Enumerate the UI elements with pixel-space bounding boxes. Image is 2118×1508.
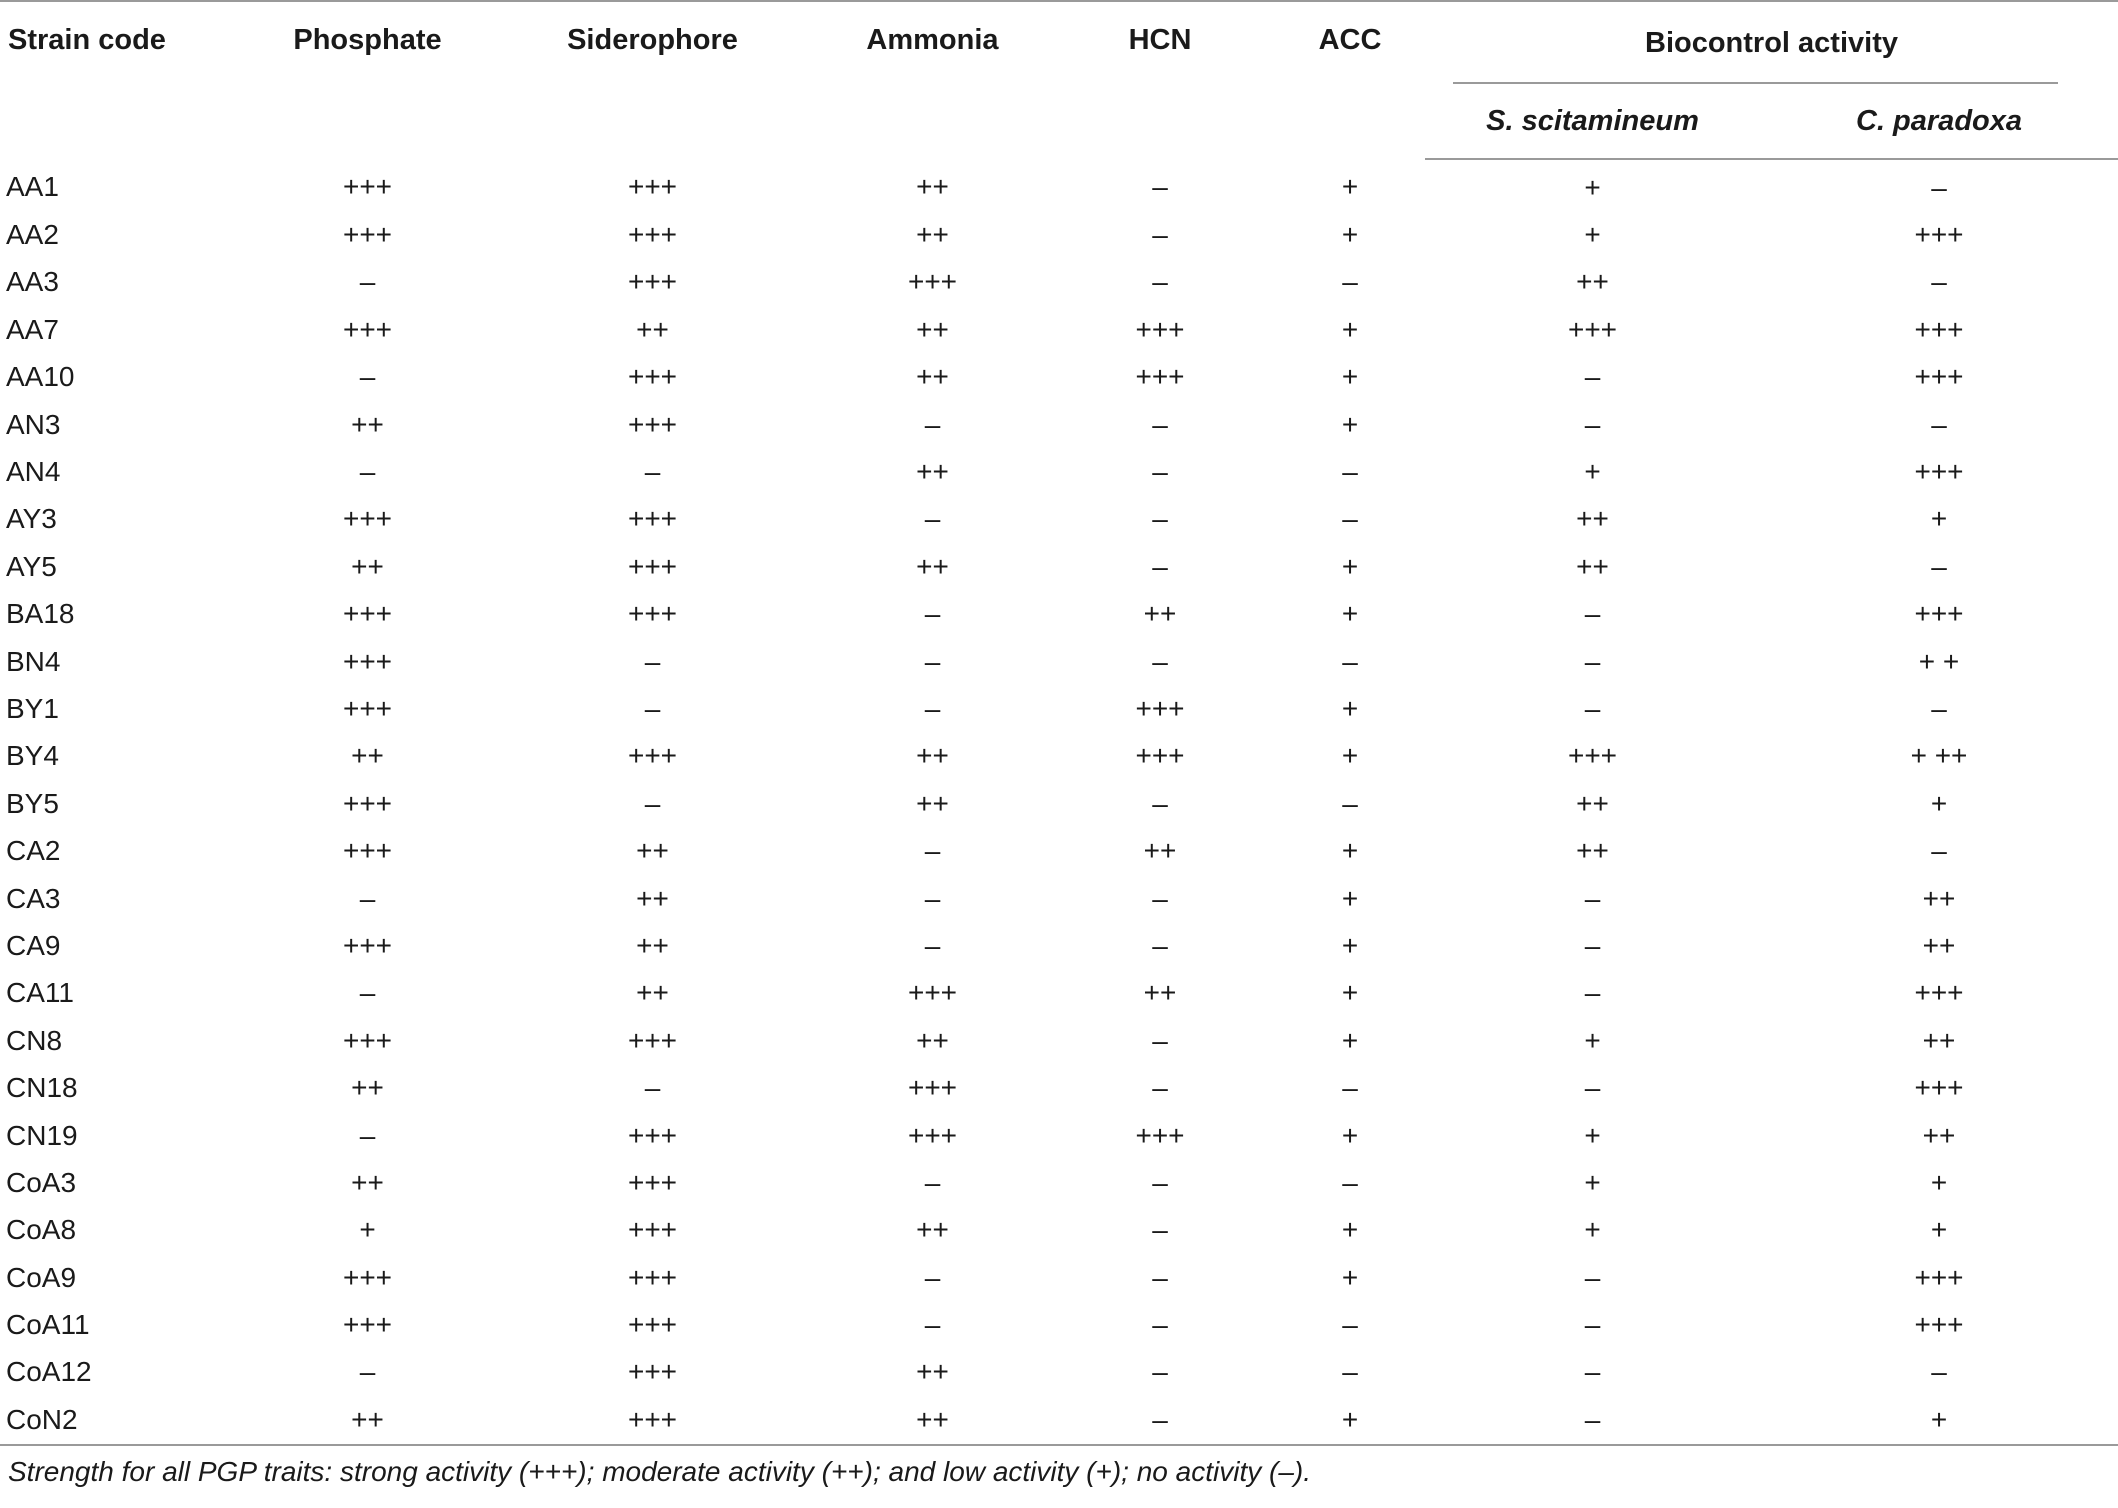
activity-cell: – [1931,1356,1947,1388]
activity-cell: – [644,456,661,488]
activity-cell: +++ [485,1396,820,1444]
table-footnote: Strength for all PGP traits: strong activity (+++); moderate activity (++); and low activity (+); no activity (–). [8,1455,1311,1487]
activity-cell: + + [1918,645,1960,677]
activity-cell: ++ [1576,835,1609,867]
table-row [0,733,2118,780]
activity-cell: +++ [907,266,958,298]
activity-cell: + [1341,550,1359,582]
activity-cell: – [1152,550,1168,582]
activity-cell: +++ [627,1356,678,1388]
table-body [0,159,2118,1445]
table-row [0,875,2118,922]
activity-cell: – [1342,1356,1358,1388]
activity-cell: +++ [342,171,393,203]
table-row [0,780,2118,827]
activity-cell: +++ [1914,313,1964,345]
activity-cell: ++ [1143,598,1177,630]
strain-code-cell: BA18 [6,598,75,630]
activity-cell: +++ [1135,740,1185,772]
activity-cell: ++ [636,929,669,961]
activity-cell: – [1584,408,1601,440]
activity-cell: +++ [627,740,678,772]
activity-cell: + [1341,313,1359,345]
activity-cell: +++ [342,929,393,961]
strain-code-cell: AA7 [6,313,59,345]
biocontrol-group-rule [1453,82,2058,84]
activity-cell: ++ [351,1072,384,1104]
activity-cell: – [924,408,941,440]
activity-cell: – [359,456,376,488]
activity-cell: +++ [342,313,393,345]
activity-cell: – [924,929,941,961]
activity-cell: – [1342,266,1358,298]
activity-cell: ++ [636,882,669,914]
strain-code-cell: AA2 [6,219,59,251]
table-row [0,827,2118,874]
activity-cell: +++ [1135,1119,1185,1151]
table-row [0,591,2118,638]
activity-cell: + [1930,787,1948,819]
strain-code-cell: BY4 [6,740,59,772]
activity-cell: – [359,361,376,393]
activity-cell: +++ [627,1119,678,1151]
activity-cell: ++ [1143,977,1177,1009]
table-row [0,496,2118,543]
activity-cell: +++ [627,266,678,298]
activity-cell: – [924,1166,941,1198]
header-ammonia: Ammonia [820,1,1045,159]
activity-cell: ++ [916,456,949,488]
activity-cell: ++ [1143,835,1177,867]
table-row [0,1159,2118,1206]
strain-code-cell: CN8 [6,1024,63,1056]
activity-cell: +++ [1914,1309,1964,1341]
activity-cell: + [1930,503,1948,535]
activity-cell: + [1930,1214,1948,1246]
activity-cell: – [1425,1396,1760,1444]
activity-cell: + [359,1214,376,1246]
activity-cell: +++ [1914,977,1964,1009]
activity-cell: + [1341,1024,1359,1056]
strain-code-cell: CA11 [6,977,74,1009]
activity-cell: – [1152,882,1168,914]
activity-cell: +++ [627,1024,678,1056]
activity-cell: + [1584,1166,1601,1198]
activity-cell: ++ [1576,503,1609,535]
activity-cell: + [1341,408,1359,440]
activity-cell: +++ [342,503,393,535]
activity-cell: + [1341,598,1359,630]
header-hcn: HCN [1045,1,1275,159]
activity-cell: +++ [342,219,393,251]
activity-cell: – [1152,1166,1168,1198]
table-row [0,1301,2118,1348]
activity-cell: – [359,1356,376,1388]
activity-cell: – [1342,503,1358,535]
table-row [0,1254,2118,1301]
activity-cell: ++ [1922,1024,1956,1056]
activity-cell: +++ [1567,740,1618,772]
activity-cell: + [1341,977,1359,1009]
activity-cell: ++ [250,1396,485,1444]
activity-cell: + [1341,929,1359,961]
activity-cell: + [1341,219,1359,251]
activity-cell: ++ [636,313,669,345]
activity-cell: + [1584,219,1601,251]
activity-cell: – [1152,503,1168,535]
activity-cell: ++ [916,1024,949,1056]
activity-cell: ++ [1576,266,1609,298]
activity-cell: ++ [916,361,949,393]
activity-cell: ++ [636,977,669,1009]
header-siderophore: Siderophore [485,1,820,159]
table-row [0,970,2118,1017]
activity-cell: +++ [627,1261,678,1293]
activity-cell: – [1152,787,1168,819]
activity-cell: – [1584,361,1601,393]
activity-cell: – [1584,645,1601,677]
activity-cell: – [1152,1261,1168,1293]
activity-cell: – [1342,1309,1358,1341]
activity-cell: +++ [1914,1261,1964,1293]
strain-code-cell: AN4 [6,456,61,488]
activity-cell: – [1342,456,1358,488]
strain-code-cell: AN3 [6,408,61,440]
activity-cell: – [1584,598,1601,630]
table-row [0,1064,2118,1111]
table-row [0,211,2118,258]
strain-code-cell: AA1 [6,171,59,203]
activity-cell: – [359,882,376,914]
activity-cell: +++ [1914,219,1964,251]
activity-cell: + [1584,1024,1601,1056]
activity-cell: ++ [916,171,949,203]
header-acc: ACC [1275,1,1425,159]
activity-cell: – [924,645,941,677]
strain-code-cell: CoA8 [6,1214,77,1246]
activity-cell: +++ [907,1072,958,1104]
table-row [0,1207,2118,1254]
activity-cell: +++ [342,787,393,819]
activity-cell: ++ [351,1166,384,1198]
activity-cell: – [1152,1072,1168,1104]
activity-cell: – [1342,1072,1358,1104]
activity-cell: ++ [916,550,949,582]
activity-cell: – [1584,977,1601,1009]
activity-cell: – [924,835,941,867]
activity-cell: +++ [1914,456,1964,488]
activity-cell: +++ [342,1261,393,1293]
activity-cell: +++ [1914,598,1964,630]
activity-cell: + [1584,1119,1601,1151]
activity-cell: – [1152,1309,1168,1341]
activity-cell: – [644,1072,661,1104]
activity-cell: ++ [820,1396,1045,1444]
activity-cell: – [1152,1214,1168,1246]
activity-cell: +++ [627,361,678,393]
strain-code-cell: AA3 [6,266,59,298]
activity-cell: + [1275,1396,1425,1444]
activity-cell: ++ [636,835,669,867]
activity-cell: +++ [342,835,393,867]
strain-code-cell: CoA9 [6,1261,77,1293]
strain-code-cell: CN18 [6,1072,78,1104]
activity-cell: ++ [1922,882,1956,914]
activity-cell: + [1760,1396,2118,1444]
activity-cell: + [1341,1261,1359,1293]
strain-code-cell: BY1 [6,692,59,724]
strain-code-cell: CoA11 [6,1309,90,1341]
activity-cell: – [1584,1261,1601,1293]
activity-cell: – [1152,1024,1168,1056]
activity-cell: ++ [916,219,949,251]
strain-code-cell: CA9 [6,929,61,961]
activity-cell: +++ [342,692,393,724]
activity-cell: + [1584,1214,1601,1246]
activity-cell: +++ [627,408,678,440]
activity-cell: – [1584,882,1601,914]
activity-cell: – [1931,408,1947,440]
activity-cell: – [644,692,661,724]
activity-cell: +++ [1914,1072,1964,1104]
activity-cell: ++ [916,1356,949,1388]
header-phosphate: Phosphate [250,1,485,159]
activity-cell: +++ [627,598,678,630]
activity-cell: – [1152,456,1168,488]
activity-cell: +++ [342,1024,393,1056]
activity-cell: +++ [1135,692,1185,724]
activity-cell: +++ [1914,361,1964,393]
header-s-scitamineum: S. scitamineum [1425,84,1760,159]
activity-cell: – [924,1309,941,1341]
activity-cell: +++ [907,1119,958,1151]
table-row [0,401,2118,448]
table-row [0,1396,2118,1444]
activity-cell: – [1584,1356,1601,1388]
strain-code-cell: AY5 [6,550,57,582]
activity-cell: + [1341,740,1359,772]
activity-cell: + [1341,171,1359,203]
activity-cell: + ++ [1910,740,1968,772]
header-strain-code: Strain code [0,1,250,159]
activity-cell: – [924,692,941,724]
strain-code-cell: CA3 [6,882,61,914]
activity-cell: ++ [351,550,384,582]
header-biocontrol-activity [1425,1,2118,84]
activity-cell: – [1931,692,1947,724]
strain-code-cell: CA2 [6,835,61,867]
activity-cell: ++ [1922,929,1956,961]
activity-cell: – [1152,266,1168,298]
activity-cell: – [1931,171,1947,203]
activity-cell: +++ [627,1166,678,1198]
table-row [0,259,2118,306]
activity-cell: +++ [627,550,678,582]
activity-cell: – [1584,692,1601,724]
activity-cell: + [1341,1119,1359,1151]
activity-cell: – [1342,645,1358,677]
activity-cell: +++ [627,219,678,251]
table-row [0,922,2118,969]
table-row [0,354,2118,401]
activity-cell: – [359,977,376,1009]
activity-cell: +++ [627,503,678,535]
strain-code-cell: AA10 [6,361,75,393]
table-row [0,685,2118,732]
activity-cell: – [1152,408,1168,440]
activity-cell: +++ [627,1214,678,1246]
table-row [0,306,2118,353]
activity-cell: +++ [1135,313,1185,345]
activity-cell: + [1341,361,1359,393]
activity-cell: ++ [916,313,949,345]
activity-cell: – [1342,787,1358,819]
table-row [0,1349,2118,1396]
strain-code-cell: AY3 [6,503,57,535]
activity-cell: – [1045,1396,1275,1444]
activity-cell: – [1342,1166,1358,1198]
activity-cell: +++ [907,977,958,1009]
table-header [0,1,2118,159]
activity-cell: +++ [1567,313,1618,345]
strain-code-cell: CoA12 [6,1356,92,1388]
strain-code-cell: BY5 [6,787,59,819]
activity-cell: – [359,266,376,298]
table-row [0,159,2118,211]
table-row [0,1017,2118,1064]
activity-cell: ++ [351,408,384,440]
activity-cell: ++ [1922,1119,1956,1151]
activity-cell: ++ [916,787,949,819]
activity-cell: + [1341,692,1359,724]
strain-code-cell: BN4 [6,645,61,677]
activity-cell: – [1584,929,1601,961]
activity-cell: – [924,882,941,914]
activity-cell: – [924,598,941,630]
header-biocontrol-label: Biocontrol activity [1645,26,1898,59]
strain-code-cell: CN19 [6,1119,78,1151]
activity-cell: ++ [916,740,949,772]
activity-cell: +++ [342,598,393,630]
activity-cell: – [1584,1309,1601,1341]
activity-cell: + [1930,1166,1948,1198]
activity-cell: – [644,787,661,819]
activity-cell: +++ [342,645,393,677]
activity-cell: – [924,1261,941,1293]
table-row [0,448,2118,495]
activity-cell: + [1341,882,1359,914]
activity-cell: +++ [627,171,678,203]
activity-cell: ++ [916,1214,949,1246]
activity-cell: – [1152,219,1168,251]
activity-cell: – [1152,171,1168,203]
activity-cell: – [359,1119,376,1151]
strain-code-cell: CoN2 [0,1396,250,1444]
activity-cell: – [1931,835,1947,867]
activity-cell: +++ [1135,361,1185,393]
activity-cell: – [644,645,661,677]
strain-code-cell: CoA3 [6,1166,77,1198]
activity-cell: – [1152,929,1168,961]
activity-cell: – [924,503,941,535]
activity-cell: + [1341,835,1359,867]
activity-cell: ++ [1576,787,1609,819]
activity-cell: – [1152,645,1168,677]
activity-cell: +++ [627,1309,678,1341]
activity-cell: – [1931,266,1947,298]
activity-cell: – [1152,1356,1168,1388]
header-c-paradoxa: C. paradoxa [1760,84,2118,159]
activity-cell: + [1584,456,1601,488]
activity-cell: ++ [351,740,384,772]
activity-cell: + [1341,1214,1359,1246]
activity-cell: +++ [342,1309,393,1341]
table-row [0,543,2118,590]
activity-cell: ++ [1576,550,1609,582]
table-row [0,638,2118,685]
activity-cell: + [1584,171,1601,203]
table-row [0,1112,2118,1159]
activity-cell: – [1584,1072,1601,1104]
activity-cell: – [1931,550,1947,582]
